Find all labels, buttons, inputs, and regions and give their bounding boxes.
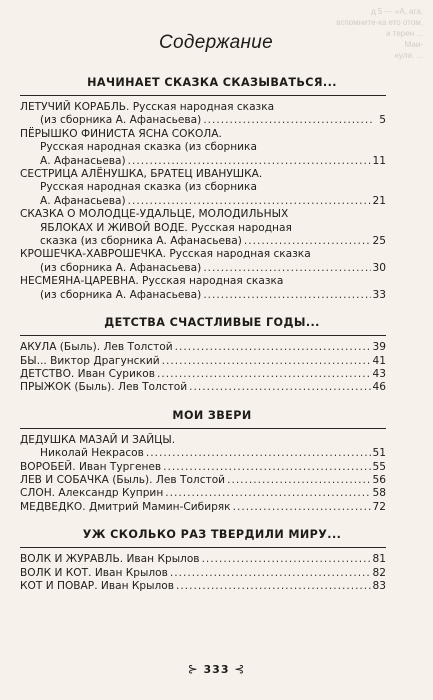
entry-text: АКУЛА (Быль). Лев Толстой bbox=[20, 341, 173, 354]
entry-page-number: 46 bbox=[372, 381, 386, 394]
leader-dots bbox=[203, 114, 372, 127]
leader-dots bbox=[146, 447, 371, 460]
entry-page-number: 56 bbox=[372, 473, 386, 486]
section-heading: ДЕТСТВА СЧАСТЛИВЫЕ ГОДЫ... bbox=[20, 316, 386, 336]
entry-page-number: 58 bbox=[372, 487, 386, 500]
entry-page-number: 81 bbox=[372, 553, 386, 566]
entry-line bbox=[20, 155, 386, 168]
toc-entry[interactable] bbox=[20, 101, 386, 128]
leader-dots bbox=[227, 474, 370, 487]
toc-entry[interactable] bbox=[20, 341, 386, 354]
toc-entry[interactable] bbox=[20, 487, 386, 500]
entry-text: ДЕТСТВО. Иван Суриков bbox=[20, 367, 156, 380]
toc-entry[interactable] bbox=[20, 368, 386, 381]
entry-text: КРОШЕЧКА-ХАВРОШЕЧКА. Русская народная сказка bbox=[20, 248, 311, 261]
entry-text: А. Афанасьева) bbox=[40, 154, 126, 167]
toc-entry[interactable] bbox=[20, 168, 386, 208]
entry-line bbox=[20, 368, 386, 381]
entry-line bbox=[20, 141, 386, 154]
leader-dots bbox=[157, 368, 371, 381]
page-folio bbox=[0, 662, 433, 676]
entry-text: ЛЕТУЧИЙ КОРАБЛЬ. Русская народная сказка bbox=[20, 101, 275, 113]
entry-text: Русская народная сказка (из сборника bbox=[40, 181, 257, 194]
entry-page-number: 21 bbox=[372, 194, 386, 207]
entry-line bbox=[20, 381, 386, 394]
section-heading: НАЧИНАЕТ СКАЗКА СКАЗЫВАТЬСЯ... bbox=[20, 76, 386, 96]
entry-line bbox=[20, 168, 386, 181]
entry-text: (из сборника А. Афанасьева) bbox=[40, 288, 202, 301]
toc-entry[interactable] bbox=[20, 553, 386, 566]
entry-text: (из сборника А. Афанасьева) bbox=[40, 261, 202, 274]
entry-line bbox=[20, 262, 386, 275]
toc-entry[interactable] bbox=[20, 434, 386, 461]
entry-line bbox=[20, 181, 386, 194]
entry-line bbox=[20, 501, 386, 514]
entry-text: ВОЛК И ЖУРАВЛЬ. Иван Крылов bbox=[20, 553, 200, 566]
entry-page-number: 72 bbox=[372, 500, 386, 513]
toc-section bbox=[20, 76, 386, 302]
entry-line bbox=[20, 461, 386, 474]
entry-line bbox=[20, 289, 386, 302]
leader-dots bbox=[244, 235, 371, 248]
bleed-through-line: нули. ... bbox=[394, 51, 423, 60]
leader-dots bbox=[128, 155, 371, 168]
entry-text: ПРЫЖОК (Быль). Лев Толстой bbox=[20, 381, 188, 394]
entry-text: ВОРОБЕЙ. Иван Тургенев bbox=[20, 460, 162, 473]
entry-text: ЯБЛОКАХ И ЖИВОЙ ВОДЕ. Русская народная bbox=[40, 221, 292, 234]
toc-page bbox=[20, 32, 386, 607]
toc-entry[interactable] bbox=[20, 128, 386, 168]
toc-entry[interactable] bbox=[20, 580, 386, 593]
entry-page-number: 41 bbox=[372, 354, 386, 367]
entry-page-number: 5 bbox=[379, 114, 386, 127]
entry-text: сказка (из сборника А. Афанасьева) bbox=[40, 235, 242, 248]
entry-line bbox=[20, 341, 386, 354]
entry-line bbox=[20, 447, 386, 460]
entry-page-number: 33 bbox=[372, 288, 386, 301]
entry-text: (из сборника А. Афанасьева) bbox=[40, 114, 202, 127]
section-heading: УЖ СКОЛЬКО РАЗ ТВЕРДИЛИ МИРУ... bbox=[20, 528, 386, 548]
entry-line bbox=[20, 248, 386, 261]
leader-dots bbox=[203, 289, 370, 302]
leader-dots bbox=[165, 487, 370, 500]
entry-line bbox=[20, 567, 386, 580]
leader-dots bbox=[163, 461, 370, 474]
bleed-through-line: Маи- bbox=[404, 40, 423, 49]
section-heading: МОИ ЗВЕРИ bbox=[20, 409, 386, 429]
entry-page-number: 43 bbox=[372, 367, 386, 380]
entry-text: Русская народная сказка (из сборника bbox=[40, 141, 257, 154]
toc-entry[interactable] bbox=[20, 208, 386, 248]
toc-section bbox=[20, 409, 386, 514]
entry-text: ВОЛК И КОТ. Иван Крылов bbox=[20, 566, 168, 579]
entry-text: ПЁРЫШКО ФИНИСТА ЯСНА СОКОЛА. bbox=[20, 127, 222, 140]
entry-line bbox=[20, 128, 386, 141]
entry-text: ЛЕВ И СОБАЧКА (Быль). Лев Толстой bbox=[20, 473, 226, 486]
entry-line bbox=[20, 208, 386, 221]
entry-line bbox=[20, 580, 386, 593]
entry-line bbox=[20, 434, 386, 447]
page-title: Содержание bbox=[159, 32, 273, 53]
entry-text: СКАЗКА О МОЛОДЦЕ-УДАЛЬЦЕ, МОЛОДИЛЬНЫХ bbox=[20, 208, 289, 221]
entry-page-number: 25 bbox=[372, 235, 386, 248]
entry-text: НЕСМЕЯНА-ЦАРЕВНА. Русская народная сказка bbox=[20, 275, 284, 288]
entry-line bbox=[20, 553, 386, 566]
entry-text: ДЕДУШКА МАЗАЙ И ЗАЙЦЫ. bbox=[20, 433, 176, 446]
entry-line bbox=[20, 355, 386, 368]
leader-dots bbox=[128, 195, 371, 208]
leader-dots bbox=[189, 381, 370, 394]
entry-line bbox=[20, 235, 386, 248]
toc-entry[interactable] bbox=[20, 461, 386, 474]
page-number: 333 bbox=[203, 663, 230, 676]
entry-page-number: 11 bbox=[372, 154, 386, 167]
entry-line bbox=[20, 101, 386, 114]
entry-line bbox=[20, 474, 386, 487]
toc-section bbox=[20, 528, 386, 593]
leader-dots bbox=[162, 355, 371, 368]
entry-line bbox=[20, 114, 386, 127]
entry-text: СЕСТРИЦА АЛЁНУШКА, БРАТЕЦ ИВАНУШКА. bbox=[20, 168, 263, 181]
entry-text: КОТ И ПОВАР. Иван Крылов bbox=[20, 579, 174, 592]
entry-page-number: 55 bbox=[372, 460, 386, 473]
toc-entry[interactable] bbox=[20, 275, 386, 302]
entry-page-number: 82 bbox=[372, 566, 386, 579]
entry-page-number: 51 bbox=[372, 447, 386, 460]
leader-dots bbox=[176, 580, 371, 593]
toc-entry[interactable] bbox=[20, 501, 386, 514]
entry-line bbox=[20, 222, 386, 235]
toc-entry[interactable] bbox=[20, 474, 386, 487]
leader-dots bbox=[202, 553, 371, 566]
leader-dots bbox=[203, 262, 370, 275]
entry-line bbox=[20, 275, 386, 288]
folio-ornament-left: ⊱ bbox=[187, 662, 199, 676]
entry-text: А. Афанасьева) bbox=[40, 194, 126, 207]
leader-dots bbox=[233, 501, 371, 514]
entry-text: Николай Некрасов bbox=[40, 447, 144, 460]
entry-line bbox=[20, 195, 386, 208]
folio-ornament-right: ⊰ bbox=[234, 662, 246, 676]
entry-page-number: 83 bbox=[372, 579, 386, 592]
bleed-through-line: д 5 — «А, ага, вспомните-ка ето отом, bbox=[336, 7, 423, 27]
leader-dots bbox=[175, 341, 371, 354]
leader-dots bbox=[170, 567, 371, 580]
entry-page-number: 39 bbox=[372, 341, 386, 354]
entry-line bbox=[20, 487, 386, 500]
toc-entry[interactable] bbox=[20, 567, 386, 580]
toc-entry[interactable] bbox=[20, 355, 386, 368]
bleed-through-line: и терен ... bbox=[386, 29, 423, 38]
entry-text: БЫ... Виктор Драгунский bbox=[20, 354, 160, 367]
toc-entry[interactable] bbox=[20, 248, 386, 275]
entry-page-number: 30 bbox=[372, 261, 386, 274]
toc-section bbox=[20, 316, 386, 395]
toc-entry[interactable] bbox=[20, 381, 386, 394]
toc-sections bbox=[20, 76, 386, 593]
entry-text: МЕДВЕДКО. Дмитрий Мамин-Сибиряк bbox=[20, 500, 231, 513]
entry-text: СЛОН. Александр Куприн bbox=[20, 487, 164, 500]
